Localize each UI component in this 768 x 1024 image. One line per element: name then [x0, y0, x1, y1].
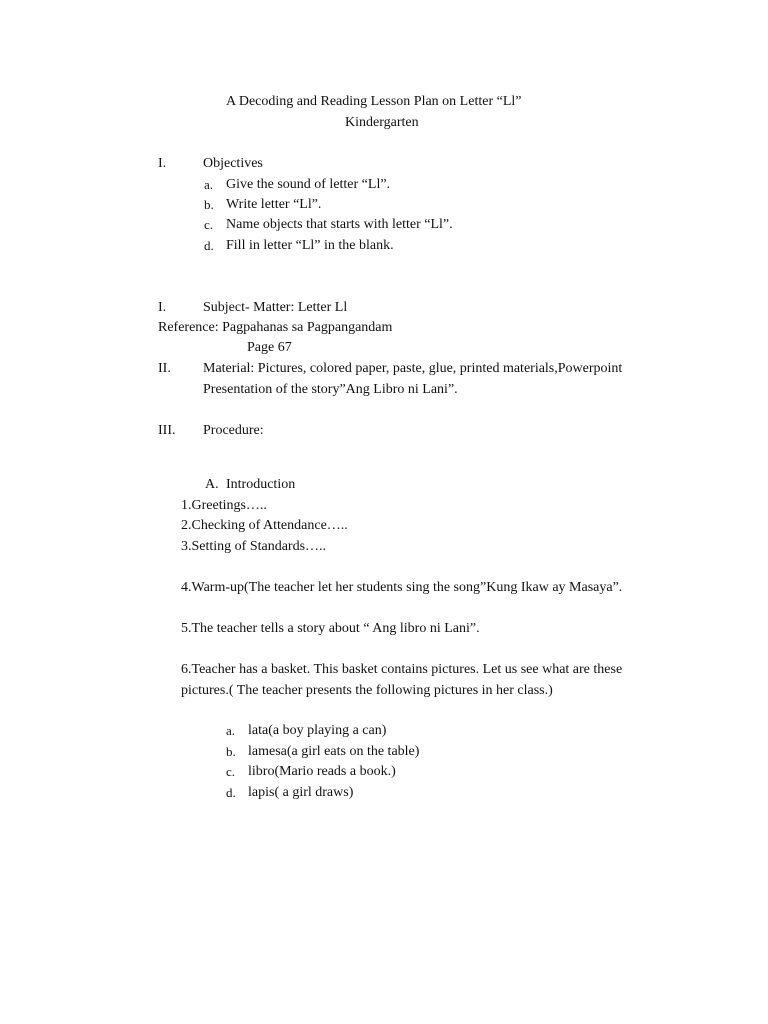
picture-item: lapis( a girl draws) [248, 785, 354, 800]
material-line-2: Presentation of the story”Ang Libro ni Lani”. [203, 382, 458, 397]
document-subtitle: Kindergarten [345, 115, 419, 130]
objective-marker: c. [204, 217, 214, 232]
objective-item: Write letter “Ll”. [226, 197, 322, 212]
picture-marker: b. [226, 744, 236, 759]
picture-item: lata(a boy playing a can) [248, 723, 387, 738]
procedure-numeral: III. [158, 423, 176, 438]
procedure-basket-line-2: pictures.( The teacher presents the following pictures in her class.) [181, 683, 553, 698]
procedure-step: 2.Checking of Attendance….. [181, 518, 348, 533]
objective-item: Give the sound of letter “Ll”. [226, 177, 391, 192]
document-title: A Decoding and Reading Lesson Plan on Letter “Ll” [226, 94, 522, 109]
picture-marker: c. [226, 764, 236, 779]
objective-marker: a. [204, 177, 214, 192]
procedure-warmup: 4.Warm-up(The teacher let her students sing the song”Kung Ikaw ay Masaya”. [181, 580, 623, 595]
subject-reference: Reference: Pagpahanas sa Pagpangandam [158, 320, 393, 335]
picture-marker: a. [226, 723, 236, 738]
subject-matter: Subject- Matter: Letter Ll [203, 300, 348, 315]
picture-item: libro(Mario reads a book.) [248, 764, 396, 779]
subject-page: Page 67 [247, 340, 292, 355]
material-line-1: Material: Pictures, colored paper, paste, glue, printed materials,Powerpoint [203, 361, 623, 376]
subject-numeral: I. [158, 300, 167, 315]
procedure-basket-line-1: 6.Teacher has a basket. This basket contains pictures. Let us see what are these [181, 662, 623, 677]
introduction-heading: Introduction [226, 477, 296, 492]
material-numeral: II. [158, 361, 171, 376]
picture-item: lamesa(a girl eats on the table) [248, 744, 420, 759]
procedure-step: 1.Greetings….. [181, 498, 267, 513]
objective-marker: b. [204, 197, 214, 212]
objectives-numeral: I. [158, 156, 167, 171]
objective-item: Fill in letter “Ll” in the blank. [226, 238, 394, 253]
procedure-step: 3.Setting of Standards….. [181, 539, 327, 554]
picture-marker: d. [226, 785, 236, 800]
objective-item: Name objects that starts with letter “Ll”. [226, 217, 453, 232]
introduction-marker: A. [205, 477, 219, 492]
procedure-story: 5.The teacher tells a story about “ Ang libro ni Lani”. [181, 621, 480, 636]
objectives-heading: Objectives [203, 156, 263, 171]
procedure-heading: Procedure: [203, 423, 264, 438]
objective-marker: d. [204, 238, 214, 253]
